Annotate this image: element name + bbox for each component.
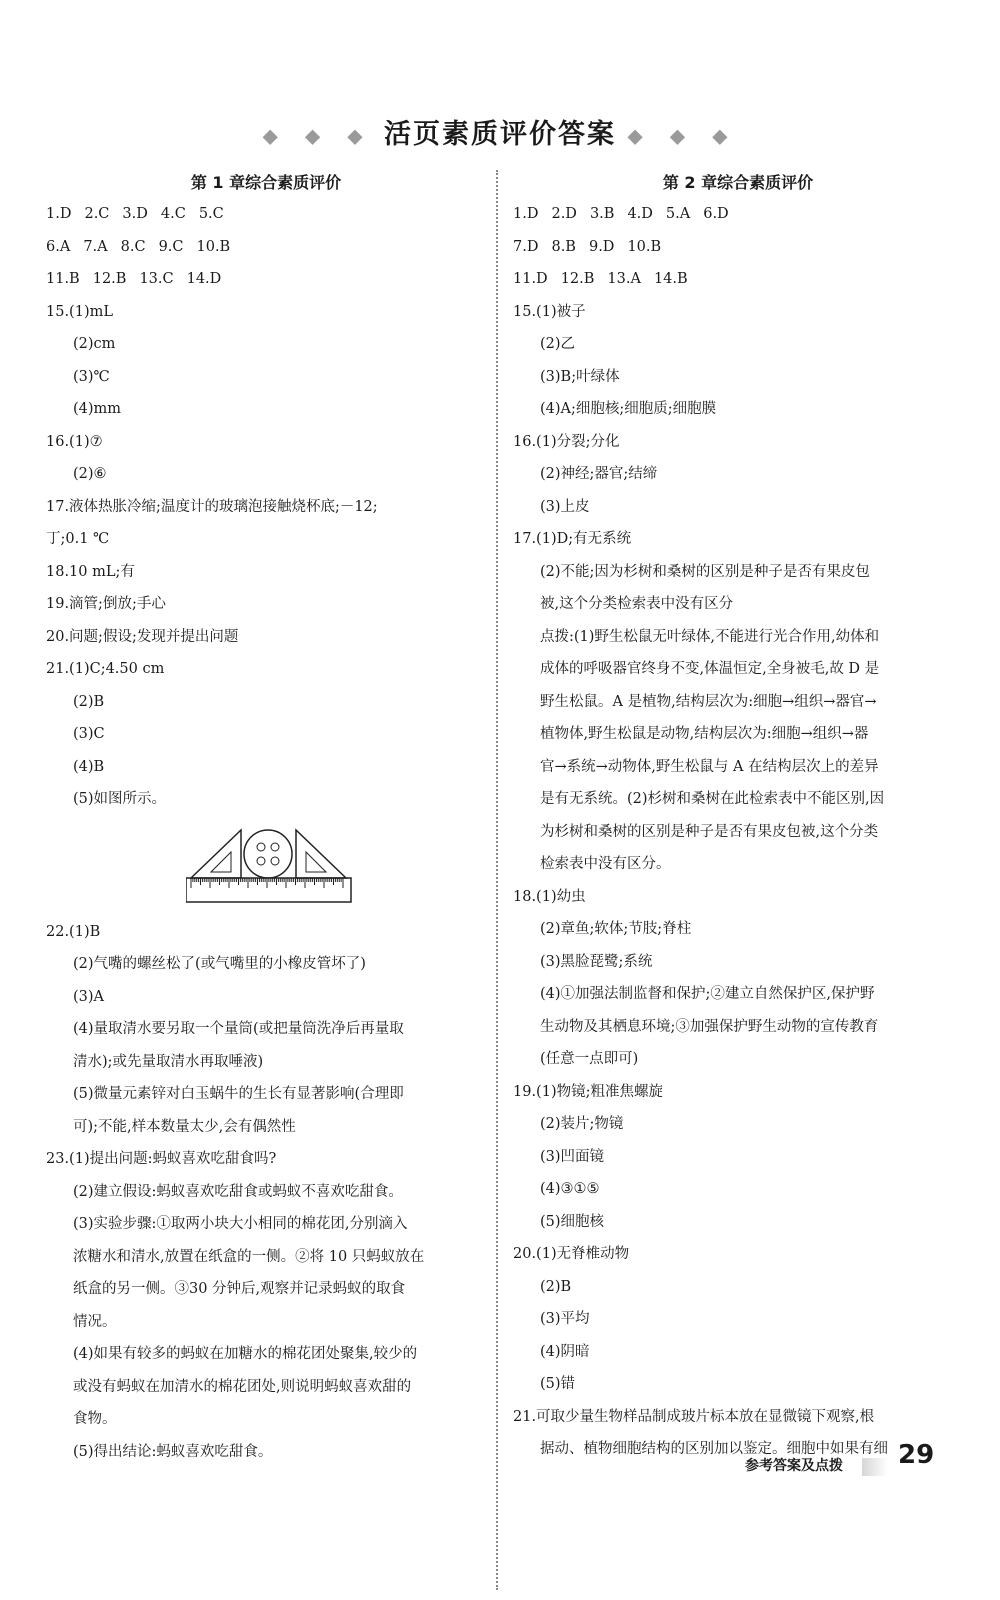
answer-item: 13.C [139,271,174,287]
page-number: 29 [898,1440,935,1470]
answer-line: 纸盒的另一侧。③30 分钟后,观察并记录蚂蚁的取食 [73,1281,406,1297]
answer-line: 16.(1)⑦ [46,433,103,450]
title-right-ornament: ◆ ◆ ◆ [627,123,738,148]
left-triangle [191,830,241,878]
hint-line: 成体的呼吸器官终身不变,体温恒定,全身被毛,故 D 是 [540,661,880,677]
hint-line: 为杉树和桑树的区别是种子是否有果皮包被,这个分类 [540,823,879,840]
page-title-text: 活页素质评价答案 [384,119,616,150]
answer-line: (3)黑脸琵鹭;系统 [540,953,653,970]
chapter2-title: 第 2 章综合素质评价 [662,173,814,192]
answer-line: (2)B [540,1278,572,1295]
answer-line: 食物。 [73,1411,117,1427]
answer-line: 可);不能,样本数量太少,会有偶然性 [73,1118,296,1135]
answer-line: 被,这个分类检索表中没有区分 [540,596,734,612]
button-hole [271,843,279,851]
answer-line: 18.10 mL;有 [46,563,135,580]
answer-line: (4)③①⑤ [540,1181,600,1197]
button-circle [244,830,292,878]
footer-decoration [862,1458,888,1476]
answer-line: (4)阴暗 [540,1343,590,1360]
answer-item: 12.B [560,271,595,287]
answer-line: (4)量取清水要另取一个量筒(或把量筒洗净后再量取 [73,1021,404,1037]
hint-line: 点拨:(1)野生松鼠无叶绿体,不能进行光合作用,幼体和 [540,628,880,645]
hint-line: 野生松鼠。A 是植物,结构层次为:细胞→组织→器官→ [540,693,877,710]
answer-line: (2)乙 [540,336,576,352]
answer-line: (3)B;叶绿体 [540,368,620,385]
answer-line: (5)微量元素锌对白玉蜗牛的生长有显著影响(合理即 [73,1086,404,1102]
title-left-ornament: ◆ ◆ ◆ [262,123,373,148]
answer-item: 10.B [627,238,662,255]
answer-line: (4)B [73,758,105,775]
answer-line: (3)上皮 [540,498,590,515]
ruler-diagram [186,816,356,916]
answer-line: (4)A;细胞核;细胞质;细胞膜 [540,401,717,417]
answer-item: 6.D [703,206,729,222]
hint-line: 植物体,野生松鼠是动物,结构层次为:细胞→组织→器 [540,726,869,742]
answer-line: (5)如图所示。 [73,791,167,807]
answer-item: 9.D [588,238,615,255]
answer-line: (3)A [73,988,105,1005]
answer-line: 22.(1)B [46,923,101,940]
answer-line: 据动、植物细胞结构的区别加以鉴定。细胞中如果有细 [540,1441,888,1457]
answer-item: 7.A [83,238,108,255]
answer-item: 8.B [551,238,576,255]
answer-line: (5)得出结论:蚂蚁喜欢吃甜食。 [73,1443,273,1460]
answer-line: 20.(1)无脊椎动物 [513,1246,630,1262]
hint-line: 官→系统→动物体,野生松鼠与 A 在结构层次上的差异 [540,758,879,775]
left-column [46,168,486,1468]
answer-item: 11.D [513,271,548,287]
answer-line: (2)cm [73,336,116,352]
answer-item: 4.C [160,206,186,222]
answer-line: (3)℃ [73,368,110,385]
right-triangle [296,830,346,878]
hint-line: 是有无系统。(2)杉树和桑树在此检索表中不能区别,因 [540,791,885,807]
answer-line: 丁;0.1 ℃ [46,531,110,547]
answer-line: (任意一点即可) [540,1051,639,1067]
answer-line: 17.(1)D;有无系统 [513,531,632,547]
answer-line: (3)平均 [540,1311,590,1327]
mc-row [513,198,963,231]
answer-item: 9.C [158,238,184,255]
answer-item: 13.A [607,271,641,287]
page-title [0,112,1000,151]
mc-row [46,263,486,296]
column-divider [496,170,498,1590]
answer-item: 10.B [196,238,231,255]
answer-line: (2)建立假设:蚂蚁喜欢吃甜食或蚂蚁不喜欢吃甜食。 [73,1183,403,1200]
answer-item: 8.C [120,238,146,255]
answer-line: 23.(1)提出问题:蚂蚁喜欢吃甜食吗? [46,1151,277,1167]
answer-line: 21.(1)C;4.50 cm [46,661,165,677]
answer-line: (3)凹面镜 [540,1148,605,1165]
answer-item: 3.D [122,206,148,222]
right-column [513,168,963,1466]
footer-label: 参考答案及点拨 [745,1458,843,1474]
answer-item: 3.B [589,206,615,222]
answer-line: 20.问题;假设;发现并提出问题 [46,628,239,645]
chapter1-title: 第 1 章综合素质评价 [190,173,342,192]
mc-row [513,263,963,296]
answer-line: (3)C [73,726,105,742]
answer-line: (5)细胞核 [540,1213,605,1230]
answer-item: 5.C [198,206,224,222]
answer-line: (2)B [73,693,105,710]
answer-item: 11.B [46,271,80,287]
answer-item: 6.A [46,238,71,255]
answer-line: 15.(1)被子 [513,303,586,320]
hint-line: 检索表中没有区分。 [540,856,671,872]
answer-line: (2)神经;器官;结缔 [540,466,658,482]
answer-line: 18.(1)幼虫 [513,888,586,905]
mc-row [46,198,486,231]
answer-line: (4)①加强法制监督和保护;②建立自然保护区,保护野 [540,986,875,1002]
answer-line: (3)实验步骤:①取两小块大小相同的棉花团,分别滴入 [73,1216,408,1232]
answer-line: 15.(1)mL [46,303,113,320]
ruler-figure [186,816,486,916]
answer-line: 19.滴管;倒放;手心 [46,596,166,612]
button-hole [257,857,265,865]
answer-item: 1.D [46,206,72,222]
answer-line: (4)如果有较多的蚂蚁在加糖水的棉花团处聚集,较少的 [73,1346,418,1362]
answer-line: 或没有蚂蚁在加清水的棉花团处,则说明蚂蚁喜欢甜的 [73,1378,412,1395]
answer-line: 19.(1)物镜;粗准焦螺旋 [513,1083,663,1100]
answer-line: (5)错 [540,1376,576,1392]
answer-line: (2)⑥ [73,466,107,482]
answer-line: (4)mm [73,401,122,417]
answer-line: 情况。 [73,1313,117,1330]
answer-item: 2.C [84,206,110,222]
answer-item: 7.D [513,238,539,255]
answer-item: 14.D [186,271,222,287]
answer-line: (2)气嘴的螺丝松了(或气嘴里的小橡皮管坏了) [73,956,366,972]
mc-row [513,231,963,264]
answer-line: (2)装片;物镜 [540,1116,624,1132]
answer-item: 14.B [653,271,688,287]
answer-line: 清水);或先量取清水再取唾液) [73,1053,264,1070]
answer-line: 21.可取少量生物样品制成玻片标本放在显微镜下观察,根 [513,1408,875,1425]
answer-line: 16.(1)分裂;分化 [513,433,620,450]
answer-line: 浓糖水和清水,放置在纸盒的一侧。②将 10 只蚂蚁放在 [73,1248,425,1265]
mc-row [46,231,486,264]
answer-item: 12.B [92,271,127,287]
answer-item: 4.D [627,206,653,222]
answer-line: 生动物及其栖息环境;③加强保护野生动物的宣传教育 [540,1018,879,1035]
answer-line: 17.液体热胀冷缩;温度计的玻璃泡接触烧杯底;－12; [46,498,378,515]
answer-item: 1.D [513,206,539,222]
answer-line: (2)章鱼;软体;节肢;脊柱 [540,921,692,937]
button-hole [271,857,279,865]
button-hole [257,843,265,851]
answer-line: (2)不能;因为杉树和桑树的区别是种子是否有果皮包 [540,563,870,580]
answer-item: 2.D [551,206,577,222]
answer-item: 5.A [665,206,691,222]
